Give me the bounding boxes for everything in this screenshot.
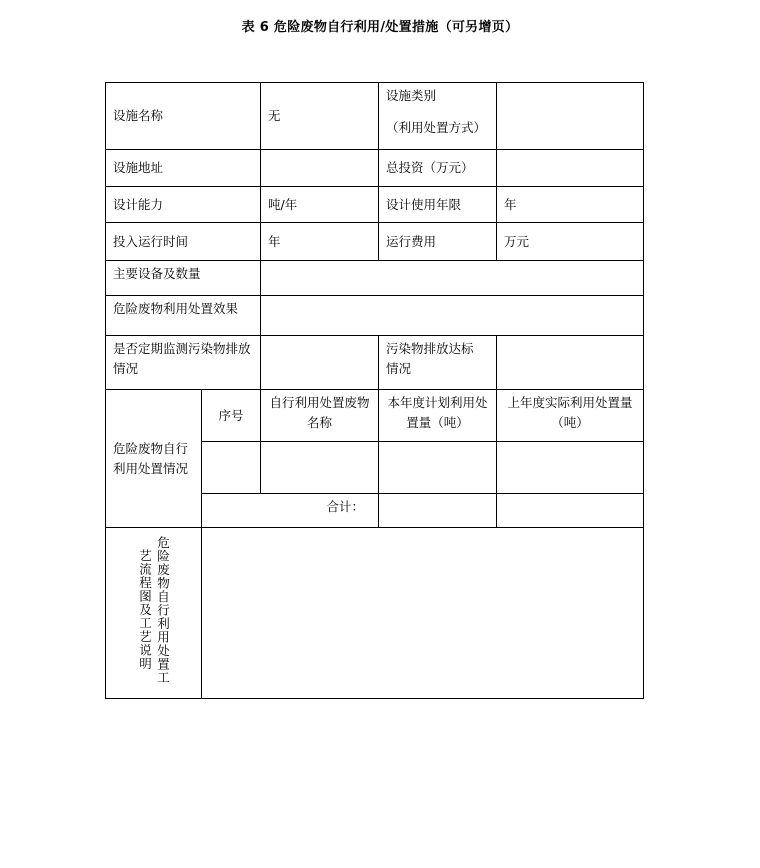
design-life-value[interactable]: 年 bbox=[497, 187, 644, 223]
table-row bbox=[106, 296, 644, 336]
table-row bbox=[106, 261, 644, 296]
col-header-seq: 序号 bbox=[202, 390, 261, 442]
facility-address-value[interactable] bbox=[261, 150, 379, 187]
col-header-waste-name: 自行利用处置废物名称 bbox=[261, 390, 379, 442]
start-time-label: 投入运行时间 bbox=[106, 223, 261, 261]
total-investment-label: 总投资（万元） bbox=[379, 150, 497, 187]
process-label-line1: 危险废物自行利用处置工 bbox=[155, 535, 171, 685]
monitoring-value[interactable] bbox=[261, 336, 379, 390]
table-row bbox=[106, 83, 644, 150]
design-life-label: 设计使用年限 bbox=[379, 187, 497, 223]
planned-total-cell[interactable] bbox=[379, 494, 497, 528]
facility-type-label bbox=[379, 83, 497, 150]
facility-address-label: 设施地址 bbox=[106, 150, 261, 187]
facility-name-label: 设施名称 bbox=[106, 83, 261, 150]
waste-name-cell[interactable] bbox=[261, 442, 379, 494]
operating-cost-label: 运行费用 bbox=[379, 223, 497, 261]
facility-type-label-line1: 设施类别 bbox=[386, 88, 437, 103]
process-description-area[interactable] bbox=[202, 528, 644, 699]
start-time-value[interactable]: 年 bbox=[261, 223, 379, 261]
total-investment-value[interactable] bbox=[497, 150, 644, 187]
planned-amount-cell[interactable] bbox=[379, 442, 497, 494]
seq-cell[interactable] bbox=[202, 442, 261, 494]
compliance-label-line2: 情况 bbox=[386, 361, 412, 376]
situation-label: 危险废物自行利用处置情况 bbox=[106, 390, 202, 528]
col-header-actual: 上年度实际利用处置量（吨） bbox=[497, 390, 644, 442]
compliance-label-line1: 污染物排放达标 bbox=[386, 341, 474, 356]
effect-label: 危险废物利用处置效果 bbox=[106, 296, 261, 336]
effect-value[interactable] bbox=[261, 296, 644, 336]
compliance-value[interactable] bbox=[497, 336, 644, 390]
actual-total-cell[interactable] bbox=[497, 494, 644, 528]
facility-type-value[interactable] bbox=[497, 83, 644, 150]
table-row bbox=[106, 336, 644, 390]
design-capacity-label: 设计能力 bbox=[106, 187, 261, 223]
total-label: 合计： bbox=[202, 494, 379, 528]
table-row bbox=[106, 528, 644, 699]
table-title: 表 6 危险废物自行利用/处置措施（可另增页） bbox=[241, 20, 519, 35]
process-label bbox=[106, 528, 202, 699]
monitoring-label: 是否定期监测污染物排放情况 bbox=[106, 336, 261, 390]
table-row bbox=[106, 390, 644, 442]
table-row bbox=[106, 150, 644, 187]
operating-cost-value[interactable]: 万元 bbox=[497, 223, 644, 261]
compliance-label bbox=[379, 336, 497, 390]
actual-amount-cell[interactable] bbox=[497, 442, 644, 494]
design-capacity-value[interactable]: 吨/年 bbox=[261, 187, 379, 223]
process-label-text bbox=[136, 536, 172, 685]
equipment-value[interactable] bbox=[261, 261, 644, 296]
facility-name-value: 无 bbox=[261, 83, 379, 150]
facility-type-label-line2: （利用处置方式） bbox=[386, 120, 487, 135]
disposal-measures-table bbox=[105, 82, 644, 699]
process-label-line2: 艺流程图及工艺说明 bbox=[137, 549, 153, 671]
equipment-label: 主要设备及数量 bbox=[106, 261, 261, 296]
table-row bbox=[106, 223, 644, 261]
table-row bbox=[106, 187, 644, 223]
col-header-planned: 本年度计划利用处置量（吨） bbox=[379, 390, 497, 442]
